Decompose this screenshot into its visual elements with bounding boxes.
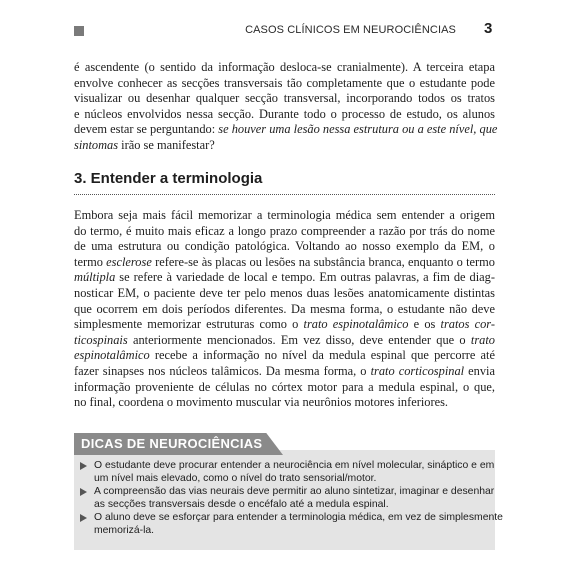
text-line	[74, 122, 498, 138]
tip-line: um nível mais elevado, como o nível do trato sensorial/motor.	[94, 472, 377, 484]
text-run: recebe a informação no nível da medula espinal que percorre até	[149, 348, 495, 363]
text-run: anteriormente mencionados. Em vez disso, deve entender que o	[127, 332, 471, 347]
triangle-bullet-icon	[80, 514, 87, 522]
tip-line: memorizá-la.	[94, 524, 155, 536]
text-line	[74, 107, 495, 123]
tip-item	[80, 512, 503, 537]
italic-term: trato	[470, 332, 495, 347]
text-line	[74, 317, 495, 333]
text-line	[74, 302, 495, 318]
text-line	[74, 395, 495, 411]
text-line	[74, 138, 495, 154]
page-number: 3	[484, 20, 493, 37]
section-divider	[74, 194, 495, 195]
italic-term: sintomas	[74, 137, 122, 152]
text-run: envia	[464, 363, 495, 378]
text-run: devem estar se perguntando:	[74, 122, 219, 137]
tip-line: O aluno deve se esforçar para entender a terminologia médica, em vez de simplesmente	[94, 512, 503, 524]
italic-term: ticospinais	[74, 332, 128, 347]
italic-term: esclerose	[106, 254, 152, 269]
text-run: que ocorrem em dois períodos diferentes. Da mesma forma, o estudante não deve	[74, 301, 495, 316]
text-line	[74, 208, 495, 224]
section-paragraph	[74, 208, 495, 411]
tip-text	[94, 460, 495, 485]
header-square-marker	[74, 26, 84, 36]
text-run: simplesmente memorizar estruturas como o	[74, 317, 304, 332]
tips-list	[80, 460, 503, 539]
italic-term: se houver uma lesão nessa estrutura ou a este nível, que	[218, 122, 498, 137]
tip-text	[94, 512, 503, 537]
text-run: irão se manifestar?	[121, 137, 215, 152]
text-run: é ascendente (o sentido da informação desloca-se cranialmente). A terceira etapa	[74, 60, 495, 74]
text-line	[74, 76, 495, 92]
running-header: CASOS CLÍNICOS EM NEUROCIÊNCIAS	[245, 24, 456, 36]
triangle-bullet-icon	[80, 462, 87, 470]
text-line	[74, 239, 495, 255]
text-run: Embora seja mais fácil memorizar a terminologia médica sem entender a origem	[74, 208, 495, 222]
tips-title: DICAS DE NEUROCIÊNCIAS	[81, 436, 263, 451]
tip-item	[80, 460, 495, 485]
text-line	[74, 348, 495, 364]
text-run: no final, coordena o movimento muscular via neurônios motores inferiores.	[74, 395, 449, 410]
italic-term: trato corticospinal	[370, 363, 465, 378]
text-line	[74, 333, 495, 349]
tip-text	[94, 486, 495, 511]
text-line	[74, 224, 495, 240]
italic-term: espinotalâmico	[74, 348, 150, 363]
text-run: refere-se às placas ou lesões na substância branca, enquanto o termo	[151, 254, 495, 269]
tip-line: as secções transversais desde o encéfalo até a medula espinal.	[94, 498, 389, 510]
italic-term: tratos cor-	[440, 317, 495, 332]
text-line	[74, 91, 495, 107]
text-run: envolve conhecer as secções transversais tão completamente que o estudante pode	[74, 75, 495, 90]
text-line	[74, 364, 495, 380]
italic-term: múltipla	[74, 270, 116, 285]
tip-item	[80, 486, 495, 511]
text-line	[74, 60, 495, 76]
text-run: termo	[74, 254, 107, 269]
text-run: fazer sinapses nos núcleos talâmicos. Da mesma forma, o	[74, 363, 371, 378]
text-line	[74, 286, 495, 302]
text-run: e núcleos envolvidos nessa secção. Durante todo o processo de estudo, os alunos	[74, 106, 495, 121]
tip-line: A compreensão das vias neurais deve permitir ao aluno sintetizar, imaginar e desenhar	[94, 486, 495, 498]
text-run: visualizar ou desenhar qualquer secção transversal, incorporando todos os tratos	[74, 91, 495, 106]
text-run: de uma estrutura ou condição patológica. Voltando ao nosso exemplo da EM, o	[74, 239, 495, 254]
triangle-bullet-icon	[80, 488, 87, 496]
italic-term: trato espinotalâmico	[303, 317, 409, 332]
text-run: se refere à variedade de local e tempo. Em outras palavras, a fim de diag-	[115, 270, 495, 285]
text-run: do termo, é muito mais eficaz a longo prazo compreender a razão por trás do nome	[74, 223, 495, 238]
intro-paragraph	[74, 60, 498, 154]
text-line	[74, 270, 495, 286]
text-run: nosticar EM, o paciente deve ter pelo menos duas lesões anatomicamente distintas	[74, 285, 495, 300]
text-line	[74, 380, 495, 396]
tip-line: O estudante deve procurar entender a neurociência em nível molecular, sináptico e em	[94, 460, 495, 471]
section-heading: 3. Entender a terminologia	[74, 170, 263, 187]
text-run: informação proveniente de células no córtex motor para a medula espinal, o que,	[74, 379, 495, 394]
text-line	[74, 255, 495, 271]
text-run: e os	[408, 317, 441, 332]
